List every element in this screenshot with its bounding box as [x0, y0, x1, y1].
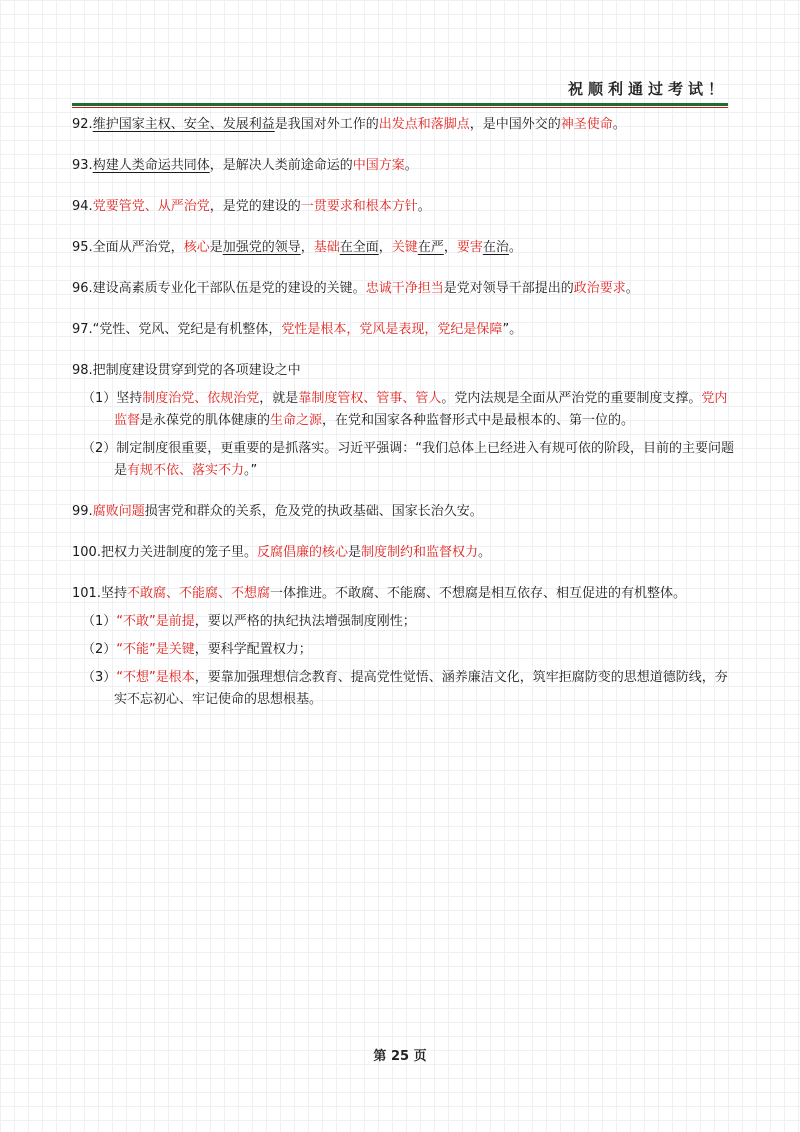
underlined-text: 维护国家主权、安全、发展利益 — [92, 117, 275, 132]
emphasis-text: 党性是根本，党风是表现，党纪是保障 — [281, 322, 503, 337]
emphasis-text: 党要管党、从严治党 — [92, 199, 210, 214]
emphasis-text: 腐败问题 — [92, 504, 145, 519]
body-text: 100.把权力关进制度的笼子里。 — [72, 545, 257, 560]
emphasis-text: 制度治党、依规治党 — [142, 391, 260, 406]
body-text: 。 — [612, 117, 626, 132]
body-text: 。 — [404, 158, 418, 173]
header-divider-accent — [72, 107, 728, 108]
emphasis-text: 有规不依、落实不力 — [127, 463, 245, 478]
body-text: （2）制定制度很重要，更重要的是抓落实。习近平强调：“我们总体上已经进入有规可依的阶段，目前的主要问题是 — [82, 441, 735, 478]
body-text: 96.建设高素质专业化干部队伍是党的建设的关键。 — [72, 281, 366, 296]
body-text: 94. — [72, 199, 93, 214]
emphasis-text: 反腐倡廉的核心 — [256, 545, 348, 560]
body-text: 是永葆党的肌体健康的 — [140, 413, 271, 428]
body-text: 一体推进。不敢腐、不能腐、不想腐是相互依存、相互促进的有机整体。 — [269, 586, 686, 601]
body-text: 97.“党性、党风、党纪是有机整体， — [72, 322, 282, 337]
point-93 — [72, 155, 736, 177]
page-number: 第 25 页 — [373, 1049, 427, 1064]
body-text: ， — [300, 240, 314, 255]
body-text: 98.把制度建设贯穿到党的各项建设之中 — [72, 363, 301, 378]
document-body — [72, 114, 736, 711]
emphasis-text: 不敢腐、不能腐、不想腐 — [126, 586, 270, 601]
body-text: 是 — [347, 545, 361, 560]
point-101 — [72, 583, 736, 605]
body-text: ， — [378, 240, 392, 255]
body-text: 95.全面从严治党， — [72, 240, 184, 255]
body-text: （1） — [82, 614, 117, 629]
body-text: ，是中国外交的 — [469, 117, 561, 132]
emphasis-text: 靠制度管权、管事、管人 — [298, 391, 442, 406]
emphasis-text: “不敢”是前提 — [116, 614, 195, 629]
body-text: 损害党和群众的关系，危及党的执政基础、国家长治久安。 — [144, 504, 483, 519]
emphasis-text: 政治要求 — [573, 281, 626, 296]
body-text: ，要靠加强理想信念教育、提高党性觉悟、涵养廉洁文化，筑牢拒腐防变的思想道德防线，夯实不忘初心、牢记使命的思想根基。 — [114, 670, 728, 707]
body-text: 。党内法规是全面从严治党的重要制度支撑。 — [441, 391, 702, 406]
emphasis-text: 生命之源 — [270, 413, 323, 428]
body-text: 。 — [417, 199, 431, 214]
body-text: ，要科学配置权力； — [194, 642, 312, 657]
header-slogan: 祝顺利通过考试！ — [567, 80, 728, 98]
emphasis-text: 一贯要求和根本方针 — [300, 199, 418, 214]
emphasis-text: 要害 — [456, 240, 483, 255]
emphasis-text: “不能”是关键 — [116, 642, 195, 657]
body-text: ，就是 — [259, 391, 299, 406]
body-text: ，是党的建设的 — [209, 199, 301, 214]
point-97 — [72, 319, 736, 341]
point-100 — [72, 542, 736, 564]
body-text: ”。 — [502, 322, 523, 337]
body-text: 92. — [72, 117, 93, 132]
body-text: 99. — [72, 504, 93, 519]
emphasis-text: 基础 — [313, 240, 340, 255]
body-text: 101.坚持 — [72, 586, 127, 601]
sub-point-98-1 — [72, 388, 736, 432]
body-text: ，是解决人类前途命运的 — [209, 158, 353, 173]
body-text: 。” — [244, 463, 258, 478]
body-text: 是党对领导干部提出的 — [443, 281, 574, 296]
body-text: 。 — [478, 545, 492, 560]
emphasis-text: 出发点和落脚点 — [378, 117, 470, 132]
header-divider — [72, 103, 728, 106]
body-text: 93. — [72, 158, 93, 173]
emphasis-text: 党内监督 — [114, 391, 728, 428]
underlined-text: 在全面 — [339, 240, 379, 255]
point-92 — [72, 114, 736, 136]
body-text: 是 — [209, 240, 223, 255]
emphasis-text: 中国方案 — [352, 158, 405, 173]
underlined-text: 构建人类命运共同体 — [92, 158, 210, 173]
emphasis-text: 关键 — [391, 240, 418, 255]
point-99 — [72, 501, 736, 523]
emphasis-text: 忠诚干净担当 — [365, 281, 444, 296]
body-text: ，要以严格的执纪执法增强制度刚性； — [194, 614, 416, 629]
body-text: ，在党和国家各种监督形式中是最根本的、第一位的。 — [322, 413, 635, 428]
emphasis-text: 神圣使命 — [560, 117, 613, 132]
body-text: （2） — [82, 642, 117, 657]
emphasis-text: 制度制约和监督权力 — [360, 545, 478, 560]
underlined-text: 在治 — [482, 240, 509, 255]
body-text: ， — [443, 240, 457, 255]
point-95 — [72, 237, 736, 259]
sub-point-101-3 — [72, 667, 736, 711]
emphasis-text: 核心 — [183, 240, 210, 255]
point-94 — [72, 196, 736, 218]
underlined-text: 加强党的领导 — [222, 240, 301, 255]
sub-point-98-2 — [72, 438, 736, 482]
emphasis-text: “不想”是根本 — [116, 670, 195, 685]
point-98 — [72, 360, 736, 382]
sub-point-101-2 — [72, 639, 736, 661]
body-text: 。 — [508, 240, 522, 255]
underlined-text: 在严 — [417, 240, 444, 255]
body-text: 。 — [625, 281, 639, 296]
body-text: 是我国对外工作的 — [274, 117, 379, 132]
body-text: （3） — [82, 670, 117, 685]
body-text: （1）坚持 — [82, 391, 143, 406]
point-96 — [72, 278, 736, 300]
sub-point-101-1 — [72, 611, 736, 633]
